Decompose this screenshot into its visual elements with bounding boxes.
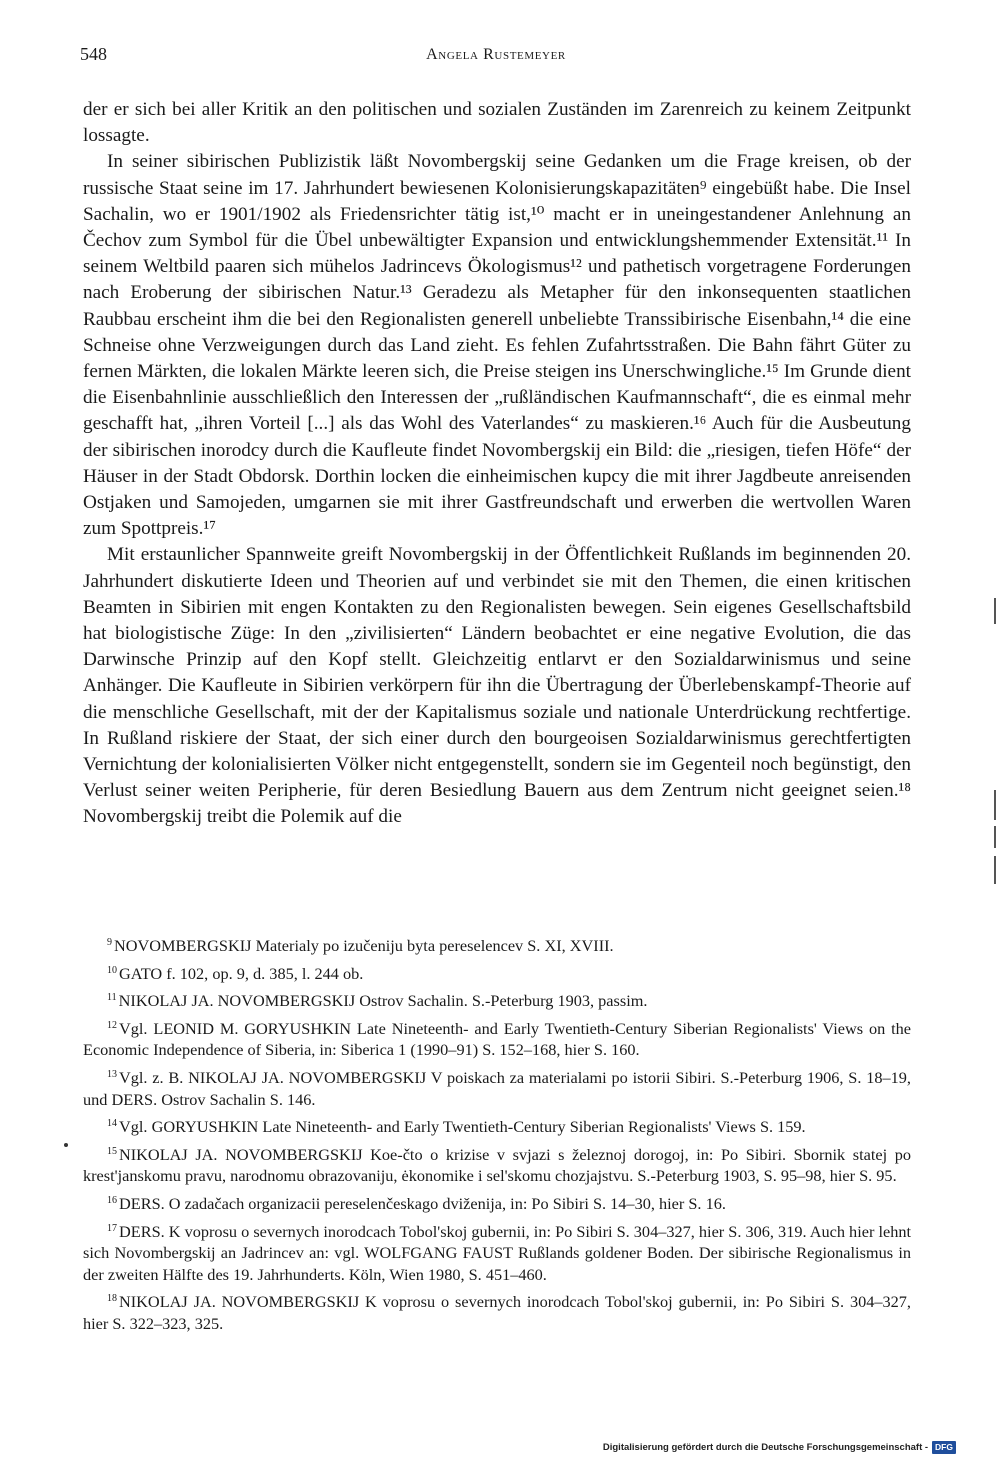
main-text [83, 97, 911, 831]
footnote-text: NIKOLAJ JA. NOVOMBERGSKIJ Koe-čto o krizise v svjazi s železnoj dorogoj, in: Po Sibiri. Sbornik statej po krest'janskomu pravu, narodnomu obrazovaniju, ėkonomike i sel'skomu chozjajstvu. S.-Peterburg 1903, S. 95–98, hier S. 95. [83, 1144, 911, 1186]
paragraph: In seiner sibirischen Publizistik läßt Novombergskij seine Gedanken um die Frage kreisen, ob der russische Staat seine im 17. Jahrhundert bewiesenen Kolonisierungskapazitäten⁹ eingebüßt habe. Die Insel Sachalin, wo er 1901/1902 als Friedensrichter tätig ist,¹⁰ macht er in uneingestandener Anlehnung an Čechov zum Symbol für die Übel unbewältigter Expansion und entwicklungshemmender Extensität.¹¹ In seinem Weltbild paaren sich mühelos Jadrincevs Ökologismus¹² und pathetisch vorgetragene Forderungen nach Eroberung der sibirischen Natur.¹³ Geradezu als Metapher für den inkonsequenten staatlichen Raubbau erscheint ihm die bei den Regionalisten generell unbeliebte Transsibirische Eisenbahn,¹⁴ die eine Schneise ohne Verzweigungen durch das Land zieht. Es fehlen Zufahrtsstraßen. Die Bahn fährt Güter zu fernen Märkten, die lokalen Märkte leeren sich, die Preise steigen ins Unerschwingliche.¹⁵ Im Grunde dient die Eisenbahnlinie ausschließlich den Interessen der „rußländischen Kaufmannschaft“, die es einmal mehr geschafft hat, „ihren Vorteil [...] als das Wohl des Vaterlandes“ zu maskieren.¹⁶ Auch für die Ausbeutung der sibirischen inorodcy durch die Kaufleute findet Novombergskij ein Bild: die „riesigen, tiefen Höfe“ der Häuser in der Stadt Obdorsk. Dorthin locken die einheimischen kupcy die mit ihrer Jagdbeute anreisenden Ostjaken und Samojeden, umgarnen sie mit ihrer Gastfreundschaft und erwerben die wertvollen Waren zum Spottpreis.¹⁷ [83, 151, 911, 540]
footnote-number: 12 [107, 1019, 117, 1031]
footnote-text: DERS. K voprosu o severnych inorodcach Tobol'skoj gubernii, in: Po Sibiri S. 304–327, hier S. 306, 319. Auch hier lehnt sich Novombergskij an Jadrincev an: vgl. WOLFGANG FAUST Rußlands goldener Boden. Der sibirische Regionalismus in der zweiten Hälfte des 19. Jahrhunderts. Köln, Wien 1980, S. 451–460. [83, 1221, 911, 1284]
footnote-text: Vgl. z. B. NIKOLAJ JA. NOVOMBERGSKIJ V poiskach za materialami po istorii Sibiri. S.-Peterburg 1906, S. 18–19, und DERS. Ostrov Sachalin S. 146. [83, 1067, 911, 1109]
footnote-number: 18 [107, 1293, 117, 1305]
footnote-number: 14 [107, 1118, 117, 1130]
footnote [83, 1113, 911, 1138]
footnote-text: GATO f. 102, op. 9, d. 385, l. 244 ob. [119, 963, 364, 983]
footnote-number: 9 [107, 937, 112, 948]
footnote [83, 1141, 911, 1187]
paragraph: der er sich bei aller Kritik an den politischen und sozialen Zuständen im Zarenreich zu keinem Zeitpunkt lossagte. [83, 99, 911, 147]
footnote-number: 13 [107, 1068, 117, 1080]
footnote-number: 11 [107, 992, 117, 1004]
footnote [83, 1218, 911, 1286]
footnotes [83, 932, 911, 1338]
scan-margin-mark [994, 790, 996, 820]
page-header [80, 44, 912, 70]
paragraph: Mit erstaunlicher Spannweite greift Novombergskij in der Öffentlichkeit Rußlands im beginnenden 20. Jahrhundert diskutierte Ideen und Theorien auf und verbindet sie mit den Themen, die einen kritischen Beamten in Sibirien mit engen Kontakten zu den Regionalisten bewegen. Sein eigenes Gesellschaftsbild hat biologistische Züge: In den „zivilisierten“ Ländern beobachtet er eine negative Evolution, die das Darwinsche Prinzip auf den Kopf stellt. Gleichzeitig entlarvt er den Sozialdarwinismus und seine Anhänger. Die Kaufleute in Sibirien verkörpern für ihn die Übertragung der Überlebenskampf-Theorie auf die menschliche Gesellschaft, mit der der Kapitalismus soziale und nationale Unterdrückung rechtfertige. In Rußland riskiere der Staat, der sich einer durch den bourgeoisen Sozialdarwinismus gerechtfertigten Vernichtung der kolonialisierten Völker nicht entgegenstellt, sondern sie im Gegenteil noch begünstigt, den Verlust seiner weiten Peripherie, für deren Besiedlung Bauern aus dem Zentrum nicht geeignet seien.¹⁸ Novombergskij treibt die Polemik auf die [83, 544, 911, 828]
footnote-text: Vgl. GORYUSHKIN Late Nineteenth- and Early Twentieth-Century Siberian Regionalists' Views S. 159. [119, 1117, 806, 1137]
running-head: Angela Rustemeyer [426, 46, 566, 63]
scan-speck [64, 1143, 68, 1147]
footnote-number: 16 [107, 1194, 117, 1206]
footnote-number: 10 [107, 964, 117, 976]
footnote-text: NIKOLAJ JA. NOVOMBERGSKIJ K voprosu o severnych inorodcach Tobol'skoj gubernii, in: Po Sibiri S. 304–327, hier S. 322–323, 325. [83, 1292, 911, 1333]
footnote [83, 1015, 911, 1061]
footnote-text: NIKOLAJ JA. NOVOMBERGSKIJ Ostrov Sachalin. S.-Peterburg 1903, passim. [118, 991, 648, 1011]
footnote-text: NOVOMBERGSKIJ Materialy po izučeniju byta pereselencev S. XI, XVIII. [114, 936, 614, 955]
footnote [83, 987, 911, 1012]
footnote-number: 17 [107, 1222, 117, 1234]
footnote [83, 1190, 911, 1215]
scan-margin-mark [994, 856, 996, 884]
digitization-credit [603, 1440, 956, 1454]
footnote [83, 1288, 911, 1334]
credit-text: Digitalisierung gefördert durch die Deutsche Forschungsgemeinschaft - [602, 1441, 929, 1453]
footnote [83, 960, 911, 985]
dfg-logo-icon: DFG [932, 1441, 956, 1454]
footnote [83, 932, 911, 957]
footnote-number: 15 [107, 1145, 117, 1157]
scan-margin-mark [994, 598, 996, 624]
page-number: 548 [80, 44, 107, 64]
footnote [83, 1064, 911, 1110]
footnote-text: DERS. O zadačach organizacii pereselenčeskago dviženija, in: Po Sibiri S. 14–30, hier S. 16. [119, 1193, 726, 1213]
scan-margin-mark [994, 826, 996, 848]
footnote-text: Vgl. LEONID M. GORYUSHKIN Late Nineteenth- and Early Twentieth-Century Siberian Regionalists' Views on the Economic Independence of Siberia, in: Siberica 1 (1990–91) S. 152–168, hier S. 160. [83, 1018, 911, 1060]
